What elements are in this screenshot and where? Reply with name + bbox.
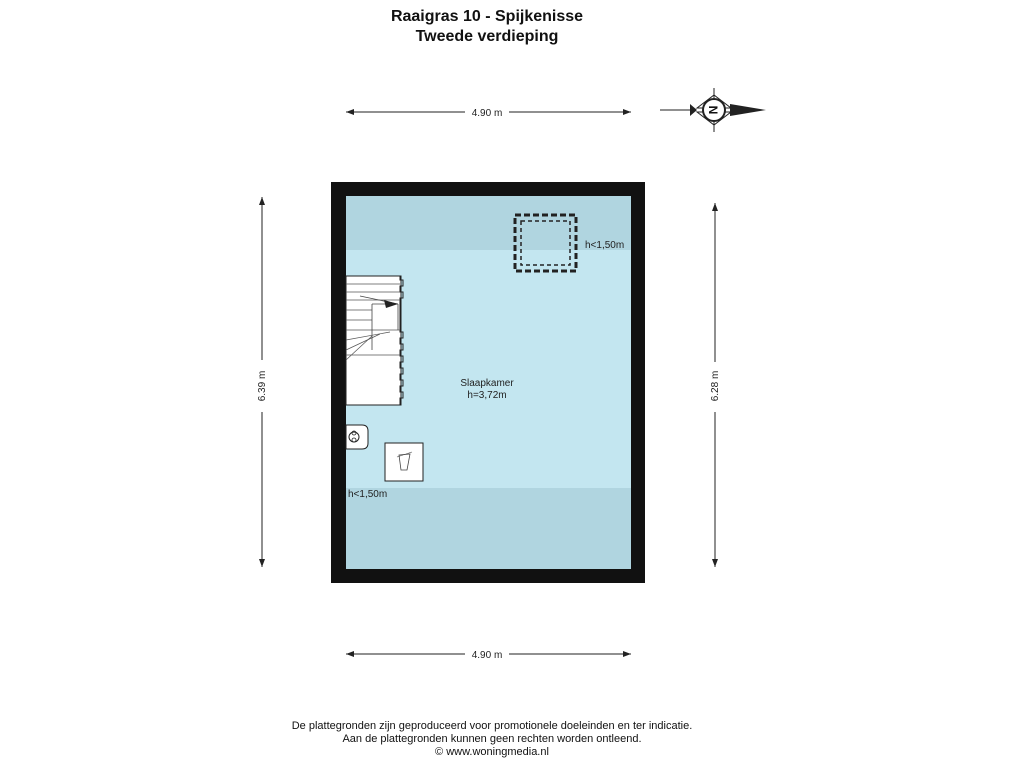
dimension-bottom-label: 4.90 m xyxy=(471,650,503,661)
dimension-top xyxy=(346,108,631,119)
boiler-icon xyxy=(346,425,368,449)
dimension-left-label: 6.39 m xyxy=(257,370,268,402)
dimension-right-label: 6.28 m xyxy=(710,370,721,402)
dimension-left xyxy=(257,197,268,567)
low-ceiling-zone-bottom xyxy=(346,488,631,569)
dimension-top-label: 4.90 m xyxy=(471,108,503,119)
staircase xyxy=(346,276,403,405)
dimension-right xyxy=(710,203,721,567)
copyright: © www.woningmedia.nl xyxy=(435,746,549,758)
disclaimer-line-1: De plattegronden zijn geproduceerd voor promotionele doeleinden en ter indicatie. xyxy=(291,720,693,732)
plan-title: Raaigras 10 - Spijkenisse xyxy=(390,8,584,25)
utility-box xyxy=(385,443,423,481)
dimension-bottom xyxy=(346,650,631,661)
low-ceiling-label-bottom: h<1,50m xyxy=(348,489,388,500)
low-ceiling-label-top: h<1,50m xyxy=(585,240,625,251)
room-height: h=3,72m xyxy=(467,390,507,401)
compass-icon xyxy=(660,88,766,132)
disclaimer-line-2: Aan de plattegronden kunnen geen rechten worden ontleend. xyxy=(342,733,642,745)
floor-name: Tweede verdieping xyxy=(415,28,559,45)
compass-label: N xyxy=(706,105,720,115)
room-name: Slaapkamer xyxy=(460,378,514,389)
